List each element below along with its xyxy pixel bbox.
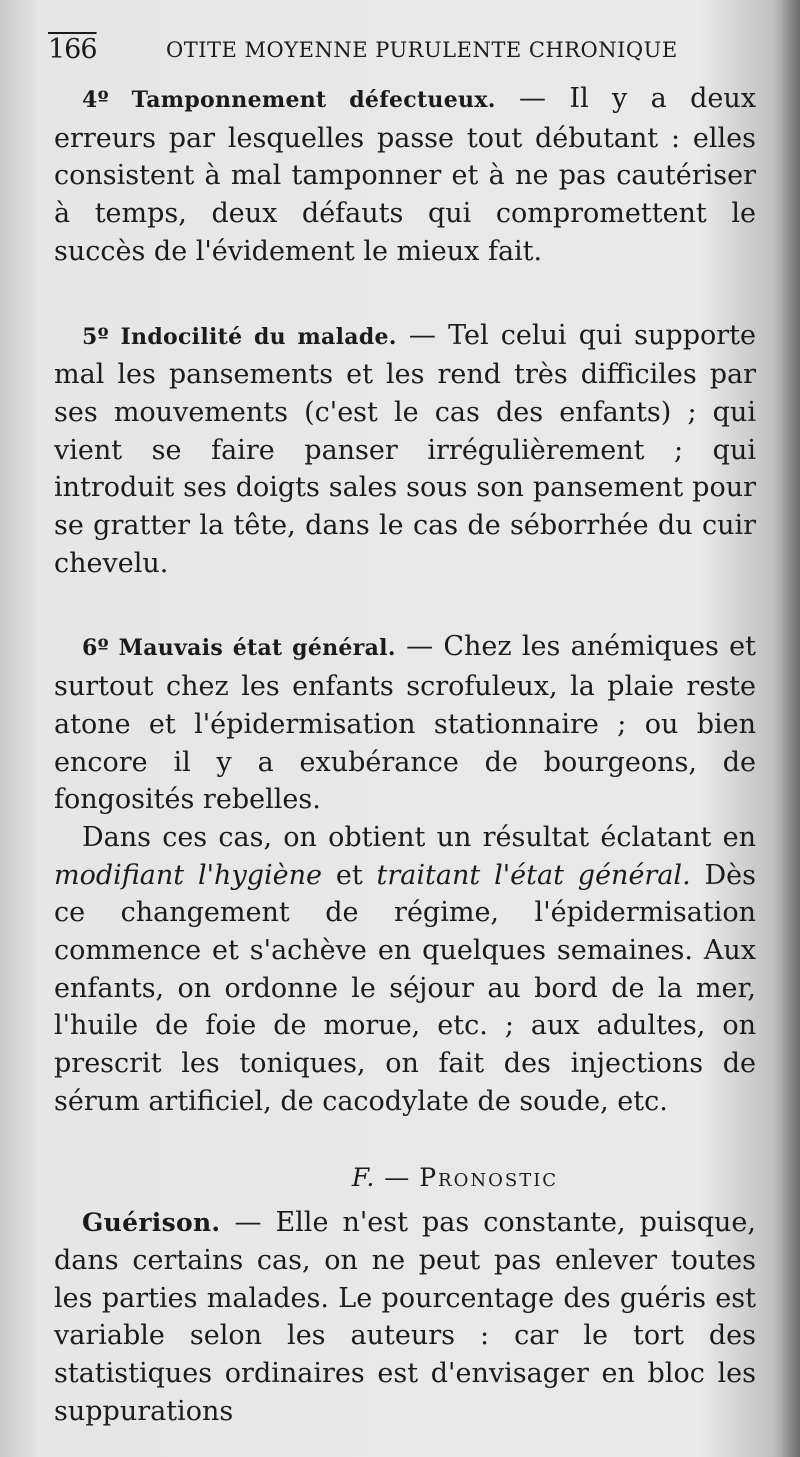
treatment-italic-1: modifiant l'hygiène (54, 859, 322, 891)
treatment-text-1: Dans ces cas, on obtient un résultat éclatant en (82, 821, 756, 853)
paragraph-item-5 (54, 317, 756, 583)
running-title: OTITE MOYENNE PURULENTE CHRONIQUE (166, 38, 678, 62)
item-6-text: — Chez les anémiques et surtout chez les enfants scrofuleux, la plaie reste atone et l'épidermisation stationnaire ; ou bien encore il y a exubérance de bourgeons, de fongosités rebelles. (54, 631, 756, 816)
paragraph-item-6 (54, 628, 756, 819)
item-5-heading: 5º Indocilité du malade. (82, 323, 397, 350)
paragraph-item-4 (54, 80, 756, 271)
section-dash: — (375, 1162, 420, 1192)
treatment-italic-2: traitant l'état général. (376, 859, 691, 891)
page-header (48, 30, 748, 70)
item-4-heading: 4º Tamponnement défectueux. (82, 87, 496, 113)
item-4-text: — Il y a deux erreurs par lesquelles passe tout débutant : elles consistent à mal tamponner et à ne pas cautériser à temps, deux défauts qui compromettent le succès de l'évidement le mieux fait. (54, 83, 756, 267)
guerison-text: — Elle n'est pas constante, puisque, dans certains cas, on ne peut pas enlever toutes les parties malades. Le pourcentage des guéris est variable selon les auteurs : car le tort des statistiques ordinaires est d'envisager en bloc les suppurations (54, 1207, 756, 1427)
treatment-text-3: Dès ce changement de régime, l'épidermisation commence et s'achève en quelques semaines. Aux enfants, on ordonne le séjour au bord de la mer, l'huile de foie de morue, etc. ; aux adultes, on prescrit les toniques, on fait des injections de sérum artificiel, de cacodylate de soude, etc. (54, 859, 757, 1117)
item-6-heading: 6º Mauvais état général. (82, 635, 396, 662)
section-title: Pronostic (419, 1162, 559, 1192)
section-heading (54, 1159, 756, 1197)
treatment-text-2: et (321, 859, 377, 891)
item-5-text: — Tel celui qui supporte mal les pansements et les rend très difficiles par ses mouvements (c'est le cas des enfants) ; qui vient se faire panser irrégulièrement ; qui introduit ses doigts sales sous son pansement pour se gratter la tête, dans le cas de séborrhée du cuir chevelu. (54, 319, 756, 579)
page-number: 166 (48, 34, 97, 65)
paragraph-treatment (54, 819, 756, 1121)
guerison-heading: Guérison. (82, 1208, 221, 1238)
paragraph-guerison (54, 1204, 756, 1430)
body-text (54, 80, 756, 1431)
page-edge-shadow (772, 0, 800, 1457)
section-letter: F. (351, 1162, 376, 1192)
